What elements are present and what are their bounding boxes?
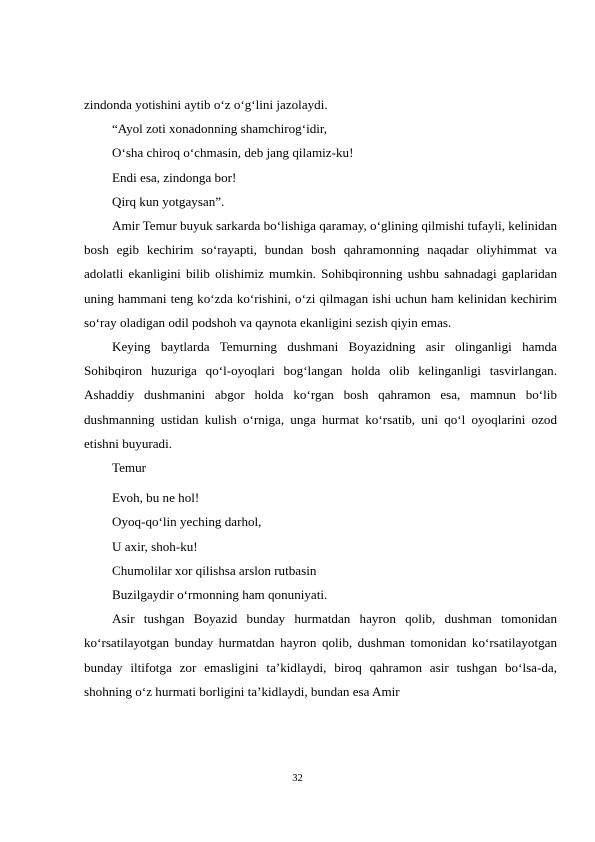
verse-line: Evoh, bu ne hol! [112,490,200,506]
verse-line: U axir, shoh-ku! [112,538,198,554]
verse-line: Endi esa, zindonga bor! [112,169,237,185]
paragraph-3: Asir tushgan Boyazid bunday hurmatdan hayron qolib, dushman tomonidan ko‘rsatilayotgan bunday hurmatdan hayron qolib, dushman tomonidan ko‘rsatilayotgan bunday iltifotga zor emasligini ta’kidlaydi, biroq qahramon asir tushgan bo‘lsa-da, shohning o‘z hurmati borligini ta’kidlaydi, bundan esa Amir [84,611,557,699]
page-number: 32 [292,773,303,784]
verse-line: Chumolilar xor qilishsa arslon rutbasin [112,562,317,578]
verse-line: Oyoq-qo‘lin yeching darhol, [112,514,262,530]
verse-line: O‘sha chiroq o‘chmasin, deb jang qilamiz-ku! [112,145,354,161]
document-page [84,93,557,704]
verse-line: “Ayol zoti xonadonning shamchirog‘idir, [112,121,328,137]
text-line: zindonda yotishini aytib o‘z o‘g‘lini jazolaydi. [84,97,328,112]
paragraph-1: Amir Temur buyuk sarkarda bo‘lishiga qaramay, o‘glining qilmishi tufayli, kelinidan bosh egib kechirim so‘rayapti, bundan bosh qahramonning naqadar oliyhimmat va adolatli ekanligini bilib olishimiz mumkin. Sohibqironning ushbu sahnadagi gaplaridan uning hammani teng ko‘zda ko‘rishini, o‘zi qilmagan ishi uchun ham kelinidan kechirim so‘ray oladigan odil podshoh va qaynota ekanligini sezish qiyin emas. [84,217,557,330]
speaker-label: Temur [112,459,146,475]
verse-line: Qirq kun yotgaysan”. [112,193,225,209]
paragraph-2: Keying baytlarda Temurning dushmani Boyazidning asir olinganligi hamda Sohibqiron huzuriga qo‘l-oyoqlari bog‘langan holda olib kelinganligi tasvirlangan. Ashaddiy dushmanini abgor holda ko‘rgan bosh qahramon esa, mamnun bo‘lib dushmanning ustidan kulish o‘rniga, unga hurmat ko‘rsatib, uni qo‘l oyoqlarini ozod etishni buyuradi. [84,338,557,451]
verse-line: Buzilgaydir o‘rmonning ham qonuniyati. [112,586,328,602]
